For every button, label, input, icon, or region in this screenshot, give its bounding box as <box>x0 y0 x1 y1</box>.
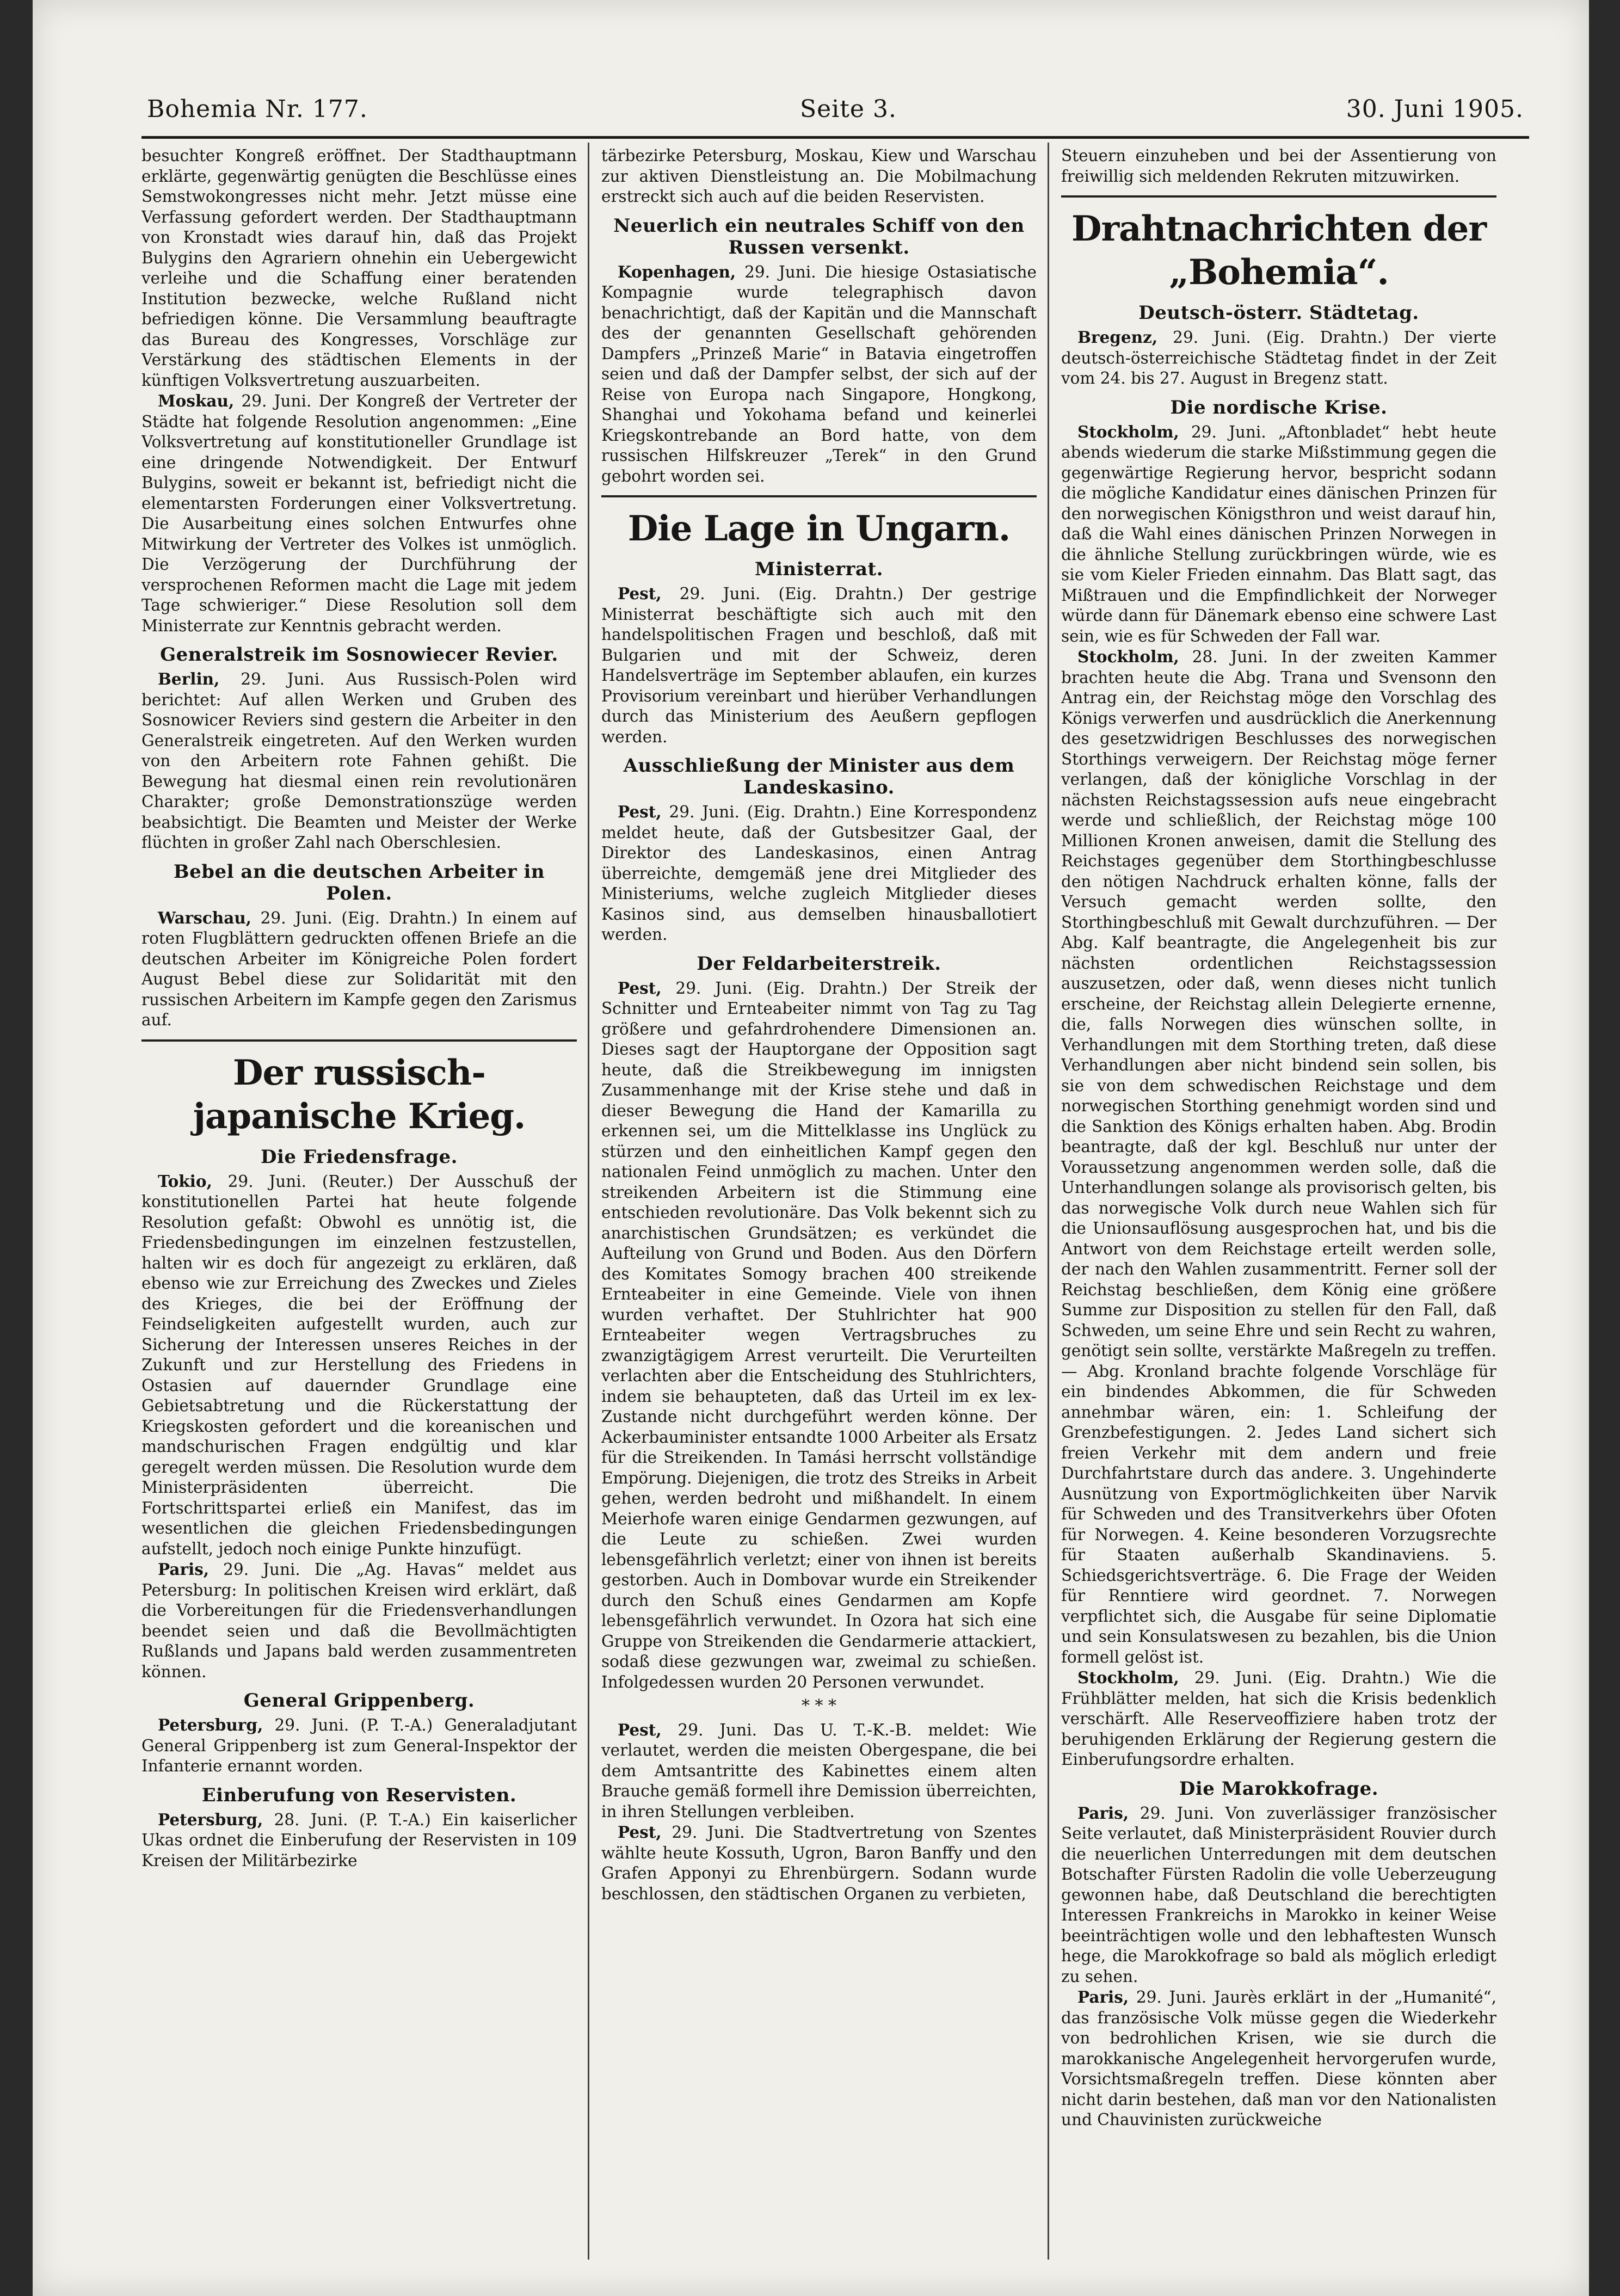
dateline-place: Warschau, <box>158 908 252 927</box>
article-text: Stockholm, 28. Juni. In der zweiten Kammer brachten heute die Abg. Trana und Svensonn den Antrag ein, der Reichstag möge den Vorschlag des Königs verwerfen und ausdrücklich die Anerkennung des gesetzwidrigen Beschlusses des norwegischen Storthings verweigern. Der Reichstag möge ferner verlangen, daß der königliche Vorschlag in der nächsten Reichstagssession aufs neue eingebracht werde und schließlich, der Reichstag möge 100 Millionen Kronen anweisen, damit die Stellung des Reichstages gegenüber dem Storthingbeschlusse den nötigen Nachdruck erhalten könne, falls der Versuch gemacht werden sollte, den Storthingbeschluß mit Gewalt durchzuführen. — Der Abg. Kalf beantragte, die Angelegenheit bis zur nächsten ordentlichen Reichstagssession auszusetzen, oder daß, wenn dieses nicht tunlich erscheine, der Reichstag allein Delegierte ernenne, die, falls Norwegen dies wünschen sollte, in Verhandlungen mit dem Storthing treten, daß diese Verhandlungen aber nicht bindend sein sollen, bis sie von dem schwedischen Reichstage und dem norwegischen Storthing genehmigt worden sind und die Sanktion des Königs erhalten haben. Abg. Brodin beantragte, daß der kgl. Beschluß nur unter der Voraussetzung angenommen werden solle, daß die Unterhandlungen solange als provisorisch gelten, bis das norwegische Volk durch neue Wahlen sich für die Unionsauflösung ausgesprochen hat, und bis die Antwort von dem Reichstage erteilt werden solle, der nach den Wahlen zusammentritt. Ferner soll der Reichstag beschließen, dem König eine größere Summe zur Disposition zu stellen für den Fall, daß Schweden, um seine Ehre und sein Recht zu wahren, genötigt sein sollte, verstärkte Maßregeln zu treffen. — Abg. Kronland brachte folgende Vorschläge für ein bindendes Abkommen, die für Schweden annehmbar wären, ein: 1. Schleifung der Grenzbefestigungen. 2. Jedes Land sichert sich freien Verkehr mit dem andern und freie Durchfahrtstare durch das andere. 3. Ungehinderte Ausnützung von Exportmöglichkeiten über Narvik für Schweden und des Transitverkehrs über Ofoten für Norwegen. 4. Keine besonderen Vorzugsrechte für Staaten außerhalb Skandinaviens. 5. Schiedsgerichtsverträge. 6. Die Frage der Weiden für Renntiere wird geordnet. 7. Norwegen verpflichtet sich, die Ausgabe für seine Diplomatie und sein Konsulatswesen zu bezahlen, bis die Union formell gelöst ist. <box>1061 647 1496 1666</box>
article-text: tärbezirke Petersburg, Moskau, Kiew und Warschau zur aktiven Dienstleistung an. Die Mobilmachung erstreckt sich auch auf die beiden Reservisten. <box>601 146 1037 206</box>
article-text: Berlin, 29. Juni. Aus Russisch-Polen wird berichtet: Auf allen Werken und Gruben des Sosnowicer Reviers sind gestern die Arbeiter in den Generalstreik eingetreten. Auf den Werken wurden von den Arbeitern rote Fahnen gehißt. Die Bewegung hat diesmal einen rein revolutionären Charakter; große Demonstrationszüge werden beabsichtigt. Die Beamten und Meister der Werke flüchten in großer Zahl nach Oberschlesien. <box>141 669 577 852</box>
dateline-place: Pest, <box>618 1720 662 1739</box>
dateline-place: Bregenz, <box>1077 328 1158 347</box>
section-heading: Die Lage in Ungarn. <box>627 508 1011 549</box>
article-heading: Der Feldarbeiterstreik. <box>697 952 941 975</box>
article-heading: Neuerlich ein neutrales Schiff von den Russen versenkt. <box>613 214 1025 258</box>
header-rule <box>141 136 1529 139</box>
article-text: Paris, 29. Juni. Die „Ag. Havas“ meldet aus Petersburg: In politischen Kreisen wird erklärt, daß die Vorbereitungen für die Friedensverhandlungen beendet seien und daß die Bevollmächtigten Rußlands und Japans bald werden zusammentreten können. <box>141 1560 577 1681</box>
article-text: Moskau, 29. Juni. Der Kongreß der Vertreter der Städte hat folgende Resolution angenommen: „Eine Volksvertretung auf konstitutioneller Grundlage ist eine dringende Notwendigkeit. Der Entwurf Bulygins, soweit er bekannt ist, befriedigt nicht die elementarsten Forderungen einer Volksvertretung. Die Ausarbeitung eines solchen Entwurfes ohne Mitwirkung der Vertreter des Volkes ist unmöglich. Die Verzögerung der Durchführung der versprochenen Reformen macht die Lage mit jedem Tage schwieriger.“ Diese Resolution soll dem Ministerrate zur Kenntnis gebracht werden. <box>141 391 577 635</box>
article-text: Petersburg, 28. Juni. (P. T.-A.) Ein kaiserlicher Ukas ordnet die Einberufung der Reservisten in 109 Kreisen der Militärbezirke <box>141 1809 577 1870</box>
section-divider <box>601 495 1037 497</box>
section-divider <box>141 1039 577 1042</box>
dateline-place: Moskau, <box>158 391 235 410</box>
article-text: Steuern einzuheben und bei der Assentierung von freiwillig sich meldenden Rekruten mitzuwirken. <box>1061 146 1496 186</box>
article-text: Petersburg, 29. Juni. (P. T.-A.) Generaladjutant General Grippenberg ist zum General-Inspektor der Infanterie ernannt worden. <box>141 1715 577 1775</box>
article-text: Kopenhagen, 29. Juni. Die hiesige Ostasiatische Kompagnie wurde telegraphisch davon benachrichtigt, daß der Kapitän und die Mannschaft des der genannten Gesellschaft gehörenden Dampfers „Prinzeß Marie“ in Batavia eingetroffen seien und daß der Dampfer selbst, der sich auf der Reise von Europa nach Singapore, Hongkong, Shanghai und Yokohama befand und keinerlei Kriegskontrebande an Bord hatte, von dem russischen Hilfskreuzer „Terek“ in den Grund gebohrt worden sei. <box>601 262 1037 485</box>
dateline-place: Stockholm, <box>1077 1668 1179 1687</box>
article-text: Pest, 29. Juni. Das U. T.-K.-B. meldet: Wie verlautet, werden die meisten Obergespane, die bei dem Amtsantritte des Kabinettes einem alten Brauche gemäß formell ihre Demission überreichten, in ihren Stellungen verbleiben. <box>601 1720 1037 1821</box>
dateline-place: Paris, <box>1077 1803 1129 1823</box>
column-1 <box>141 146 577 2279</box>
article-text: Bregenz, 29. Juni. (Eig. Drahtn.) Der vierte deutsch-österreichische Städtetag findet in der Zeit vom 24. bis 27. August in Bregenz statt. <box>1061 328 1496 387</box>
newspaper-page <box>33 0 1589 2296</box>
dateline-place: Pest, <box>618 584 662 603</box>
article-heading: Einberufung von Reservisten. <box>201 1784 517 1806</box>
article-text: Pest, 29. Juni. (Eig. Drahtn.) Der Streik der Schnitter und Ernteabeiter nimmt von Tag zu Tag größere und gefahrdrohendere Dimensionen an. Dieses sagt der Hauptorgane der Opposition sagt heute, daß die Streikbewegung im innigsten Zusammenhange mit der Krise stehe und daß in dieser Bewegung die Hand der Kamarilla zu erkennen sei, um die Mittelklasse ins Unglück zu stürzen und den einheitlichen Kampf gegen den nationalen Feind unmöglich zu machen. Unter den streikenden Arbeitern ist die Stimmung eine entschieden revolutionäre. Das Volk bekennt sich zu anarchistischen Grundsätzen; es verkündet die Aufteilung von Grund und Boden. Aus den Dörfern des Komitates Somogy brachen 400 streikende Ernteabeiter in eine Gemeinde. Viele von ihnen wurden verhaftet. Der Stuhlrichter hat 900 Ernteabeiter wegen Vertragsbruches zu zwanzigtägigem Arrest verurteilt. Die Verurteilten verlachten aber die Entscheidung des Stuhlrichters, indem sie behaupteten, daß das Urteil im ex lex-Zustande nicht durchgeführt werden könne. Der Ackerbauminister entsandte 1000 Arbeiter als Ersatz für die Streikenden. In Tamási herrscht vollständige Empörung. Diejenigen, die trotz des Streiks in Arbeit gehen, werden bedroht und mißhandelt. In einem Meierhofe waren einige Gendarmen gezwungen, auf die Leute zu schießen. Zwei wurden lebensgefährlich verletzt; einer von ihnen ist bereits gestorben. Auch in Dombovar wurde ein Streikender durch den Schuß eines Gendarmen am Kopfe lebensgefährlich verwundet. In Ozora hat sich eine Gruppe von Streikenden die Gendarmerie attackiert, sodaß diese gezwungen war, zweimal zu schießen. Infolgedessen wurden 20 Personen verwundet. <box>601 978 1037 1691</box>
article-text: Paris, 29. Juni. Von zuverlässiger französischer Seite verlautet, daß Ministerpräsident Rouvier durch die neuerlichen Unterredungen mit dem deutschen Botschafter Fürsten Radolin die volle Ueberzeugung gewonnen habe, daß Deutschland die berechtigten Interessen Frankreichs in Marokko in keiner Weise beeinträchtigen wolle und den lebhaftesten Wunsch hege, die Marokkofrage so bald als möglich erledigt zu sehen. <box>1061 1803 1496 1986</box>
header-page-number: Seite 3. <box>800 95 897 123</box>
dateline-place: Pest, <box>618 802 662 821</box>
article-text: besuchter Kongreß eröffnet. Der Stadthauptmann erklärte, gegenwärtig genügten die Beschlüsse eines Semstwokongresses nicht mehr. Jetzt müsse eine Verfassung gefordert werden. Der Stadthauptmann von Kronstadt wies darauf hin, daß das Projekt Bulygins den Agrariern ohnehin ein Uebergewicht verleihe und die Schaffung einer beratenden Institution bezwecke, welche Rußland nicht befriedigen könne. Die Versammlung beauftragte das Bureau des Kongresses, Vorschläge zur Verstärkung des städtischen Elements in der künftigen Volksvertretung auszuarbeiten. <box>141 146 577 390</box>
article-heading: Deutsch-österr. Städtetag. <box>1138 302 1419 324</box>
column-rule-2 <box>1048 143 1049 2260</box>
dateline-place: Tokio, <box>158 1171 212 1191</box>
article-heading: Die Marokkofrage. <box>1179 1777 1379 1800</box>
article-heading: General Grippenberg. <box>243 1690 475 1712</box>
dateline-place: Berlin, <box>158 669 220 688</box>
section-divider <box>1061 195 1496 198</box>
article-heading: Generalstreik im Sosnowiecer Revier. <box>160 644 558 666</box>
dateline-place: Petersburg, <box>158 1715 263 1734</box>
section-heading: Drahtnachrichten der „Bohemia“. <box>1071 208 1487 293</box>
article-text: Paris, 29. Juni. Jaurès erklärt in der „Humanité“, das französische Volk müsse gegen die Wiederkehr von bedrohlichen Krisen, wie sie durch die marokkanische Angelegenheit hervorgerufen wurde, Vorsichtsmaßregeln treffen. Diese könnten aber nicht darin bestehen, daß man vor den Nationalisten und Chauvinisten zurückweiche <box>1061 1987 1496 2129</box>
article-text: Stockholm, 29. Juni. „Aftonbladet“ hebt heute abends wiederum die starke Mißstimmung gegen die gegenwärtige Regierung hervor, bespricht sodann die mögliche Kandidatur eines dänischen Prinzen für den norwegischen Königsthron und weist darauf hin, daß die Wahl eines dänischen Prinzen Norwegen in die ähnliche Stellung zurückbringen würde, wie es sie vom Kieler Frieden einnahm. Das Blatt sagt, das Mißtrauen und die Empfindlichkeit der Norweger würde dann für Dänemark ebenso eine schwere Last sein, wie es für Schweden der Fall war. <box>1061 422 1496 645</box>
article-text: Warschau, 29. Juni. (Eig. Drahtn.) In einem auf roten Flugblättern gedruckten offenen Briefe an die deutschen Arbeiter im Königreiche Polen fordert August Bebel diese zur Solidarität mit den russischen Arbeitern im Kampfe gegen den Zarismus auf. <box>141 908 577 1029</box>
article-text: Tokio, 29. Juni. (Reuter.) Der Ausschuß der konstitutionellen Partei hat heute folgende Resolution gefaßt: Obwohl es unnötig ist, die Friedensbedingungen im einzelnen festzustellen, halten wir es doch für angezeigt zu erklären, daß ebenso wie zur Erreichung des Zweckes und Zieles des Krieges, die bei der Eröffnung der Feindseligkeiten aufgestellt wurden, auch zur Sicherung der Interessen unseres Reiches in der Zukunft und zur Herstellung des Friedens in Ostasien auf dauernder Grundlage eine Gebietsabtretung und die Rückerstattung der Kriegskosten gefordert und die koreanischen und mandschurischen Fragen endgültig und klar geregelt werden müssen. Die Resolution wurde dem Ministerpräsidenten überreicht. Die Fortschrittspartei erließ ein Manifest, das im wesentlichen die gleichen Friedensbedingungen aufstellt, jedoch noch einige Punkte hinzufügt. <box>141 1171 577 1558</box>
article-heading: Die Friedensfrage. <box>261 1146 458 1168</box>
dateline-place: Pest, <box>618 978 662 998</box>
dateline-place: Pest, <box>618 1823 662 1842</box>
column-rule-1 <box>588 143 589 2260</box>
article-text: Stockholm, 29. Juni. (Eig. Drahtn.) Wie die Frühblätter melden, hat sich die Krisis bedenklich verschärft. Alle Reserveoffiziere haben trotz der beruhigenden Erklärung der Regierung gestern die Einberufungsordre erhalten. <box>1061 1668 1496 1769</box>
section-stars: * * * <box>801 1696 837 1715</box>
dateline-place: Petersburg, <box>158 1809 263 1829</box>
dateline-place: Paris, <box>158 1560 210 1579</box>
section-heading: Der russisch-japanische Krieg. <box>193 1052 526 1137</box>
column-2 <box>601 146 1037 2279</box>
dateline-place: Kopenhagen, <box>618 262 736 281</box>
article-heading: Ministerrat. <box>754 558 884 580</box>
article-heading: Die nordische Krise. <box>1170 396 1388 418</box>
article-text: Pest, 29. Juni. Die Stadtvertretung von Szentes wählte heute Kossuth, Ugron, Baron Banffy und den Grafen Apponyi zu Ehrenbürgern. Sodann wurde beschlossen, den städtischen Organen zu verbieten, <box>601 1823 1037 1903</box>
article-text: Pest, 29. Juni. (Eig. Drahtn.) Eine Korrespondenz meldet heute, daß der Gutsbesitzer Gaal, der Direktor des Landeskasinos, einen Antrag überreichte, demgemäß jene drei Mitglieder des Ministeriums, welche zugleich Mitglieder dieses Kasinos sind, aus demselben hinausballotiert werden. <box>601 802 1037 944</box>
page-header <box>147 95 1524 133</box>
dateline-place: Stockholm, <box>1077 647 1179 666</box>
article-text: Pest, 29. Juni. (Eig. Drahtn.) Der gestrige Ministerrat beschäftigte sich auch mit den handelspolitischen Fragen und beschloß, daß mit Bulgarien und mit der Schweiz, deren Handelsverträge im September ablaufen, ein kurzes Provisorium vereinbart und hierüber Verhandlungen durch das Ministerium des Aeußern gepflogen werden. <box>601 584 1037 746</box>
header-issue: Bohemia Nr. 177. <box>147 95 368 123</box>
dateline-place: Paris, <box>1077 1987 1129 2006</box>
header-date: 30. Juni 1905. <box>1346 95 1524 123</box>
article-heading: Bebel an die deutschen Arbeiter in Polen. <box>173 860 545 904</box>
dateline-place: Stockholm, <box>1077 422 1179 441</box>
article-heading: Ausschließung der Minister aus dem Landeskasino. <box>623 755 1015 798</box>
column-3 <box>1061 146 1496 2279</box>
